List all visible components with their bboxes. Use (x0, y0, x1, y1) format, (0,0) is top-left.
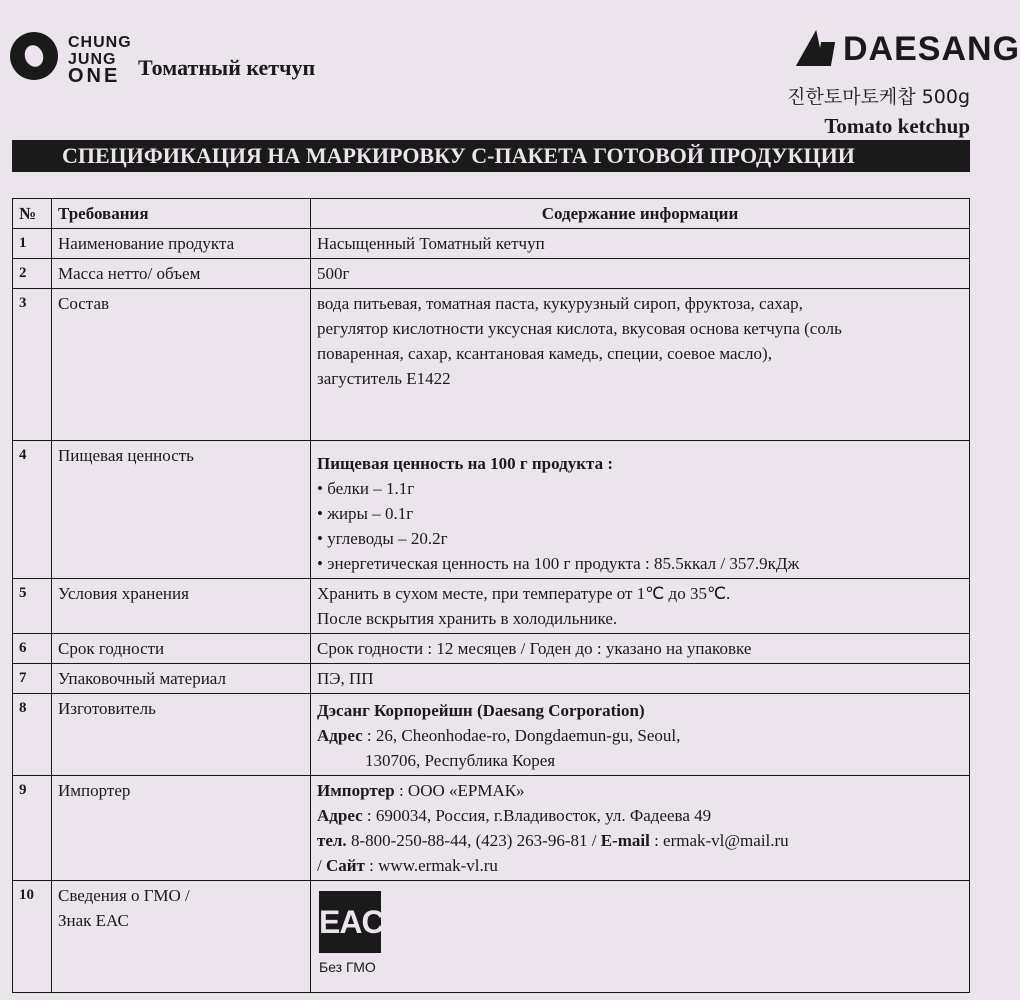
site-prefix: / (317, 856, 326, 875)
header-number: № (13, 199, 52, 229)
row-requirement: Срок годности (52, 634, 311, 664)
row-requirement: Пищевая ценность (52, 441, 311, 579)
row-content (311, 694, 970, 776)
gmo-free-caption: Без ГМО (319, 959, 376, 975)
product-title-ru: Томатный кетчуп (138, 55, 316, 80)
eac-mark (319, 891, 384, 980)
table-row (13, 664, 970, 694)
row-requirement: Импортер (52, 776, 311, 881)
brand-word-2: JUNG (68, 51, 117, 68)
gmo-label-line: Знак ЕАС (58, 911, 129, 930)
eac-icon: EAC (319, 891, 381, 953)
importer-contacts (317, 828, 963, 853)
importer-site (317, 853, 963, 878)
table-row (13, 694, 970, 776)
row-content: Насыщенный Томатный кетчуп (311, 229, 970, 259)
chung-jung-one-emblem-icon (10, 32, 58, 80)
nutrition-item: • жиры – 0.1г (317, 504, 414, 523)
address-value: : 690034, Россия, г.Владивосток, ул. Фадеева 49 (362, 806, 712, 825)
importer-address (317, 803, 963, 828)
row-content: ПЭ, ПП (311, 664, 970, 694)
row-requirement: Масса нетто/ объем (52, 259, 311, 289)
row-requirement: Наименование продукта (52, 229, 311, 259)
chung-jung-one-logo (10, 26, 145, 96)
table-row (13, 229, 970, 259)
row-number: 5 (13, 579, 52, 634)
gmo-label-line: Сведения о ГМО / (58, 886, 190, 905)
row-requirement (52, 881, 311, 993)
row-number: 3 (13, 289, 52, 441)
row-number: 10 (13, 881, 52, 993)
row-number: 1 (13, 229, 52, 259)
site-value: : www.ermak-vl.ru (364, 856, 498, 875)
table-row (13, 881, 970, 993)
row-requirement: Упаковочный материал (52, 664, 311, 694)
table-row (13, 776, 970, 881)
storage-line: Хранить в сухом месте, при температуре от 1℃ до 35℃. (317, 584, 731, 603)
table-row (13, 441, 970, 579)
email-value: : ermak-vl@mail.ru (649, 831, 789, 850)
nutrition-item: • энергетическая ценность на 100 г продукта : 85.5ккал / 357.9кДж (317, 554, 800, 573)
ingredients-line: регулятор кислотности уксусная кислота, вкусовая основа кетчупа (соль (317, 319, 842, 338)
specification-title: СПЕЦИФИКАЦИЯ НА МАРКИРОВКУ С-ПАКЕТА ГОТОВОЙ ПРОДУКЦИИ (12, 140, 970, 172)
row-content: Срок годности : 12 месяцев / Годен до : указано на упаковке (311, 634, 970, 664)
manufacturer-name: Дэсанг Корпорейшн (Daesang Corporation) (317, 701, 645, 720)
brand-word-3: ONE (68, 65, 121, 87)
daesang-emblem-icon (795, 28, 837, 70)
daesang-wordmark: DAESANG (843, 29, 1020, 68)
manufacturer-address (317, 723, 963, 748)
importer-label: Импортер (317, 781, 395, 800)
row-content: 500г (311, 259, 970, 289)
table-row (13, 579, 970, 634)
row-number: 7 (13, 664, 52, 694)
row-content (311, 579, 970, 634)
row-number: 9 (13, 776, 52, 881)
row-requirement: Состав (52, 289, 311, 441)
row-content (311, 289, 970, 441)
ingredients-line: вода питьевая, томатная паста, кукурузный сироп, фруктоза, сахар, (317, 294, 803, 313)
row-number: 6 (13, 634, 52, 664)
row-number: 4 (13, 441, 52, 579)
product-name-english: Tomato ketchup (824, 114, 970, 138)
table-row (13, 634, 970, 664)
row-content (311, 881, 970, 993)
site-label: Сайт (325, 856, 365, 875)
tel-value: 8-800-250-88-44, (423) 263-96-81 / (346, 831, 601, 850)
specification-table (12, 198, 970, 993)
importer-name (317, 778, 963, 803)
ingredients-line: загуститель Е1422 (317, 369, 451, 388)
address-label: Адрес (317, 806, 363, 825)
nutrition-item: • углеводы – 20.2г (317, 529, 448, 548)
importer-value: : ООО «ЕРМАК» (394, 781, 525, 800)
nutrition-title: Пищевая ценность на 100 г продукта : (317, 454, 613, 473)
chung-jung-one-wordmark (68, 34, 132, 85)
brand-word-1: CHUNG (68, 34, 132, 51)
tel-label: тел. (317, 831, 347, 850)
address-value: : 26, Cheonhodae-ro, Dongdaemun-gu, Seoul, (362, 726, 681, 745)
row-requirement: Условия хранения (52, 579, 311, 634)
daesang-logo (795, 28, 1020, 70)
manufacturer-address-cont: 130706, Республика Корея (365, 751, 556, 770)
row-content (311, 776, 970, 881)
email-label: E-mail (600, 831, 650, 850)
table-header-row (13, 199, 970, 229)
table-row (13, 289, 970, 441)
header-requirements: Требования (52, 199, 311, 229)
address-label: Адрес (317, 726, 363, 745)
row-number: 8 (13, 694, 52, 776)
table-row (13, 259, 970, 289)
header-content: Содержание информации (311, 199, 970, 229)
row-content (311, 441, 970, 579)
product-name-korean: 진한토마토케찹 500g (787, 86, 970, 108)
ingredients-line: поваренная, сахар, ксантановая камедь, специи, соевое масло), (317, 344, 772, 363)
row-number: 2 (13, 259, 52, 289)
row-requirement: Изготовитель (52, 694, 311, 776)
storage-line: После вскрытия хранить в холодильнике. (317, 609, 618, 628)
nutrition-item: • белки – 1.1г (317, 479, 415, 498)
